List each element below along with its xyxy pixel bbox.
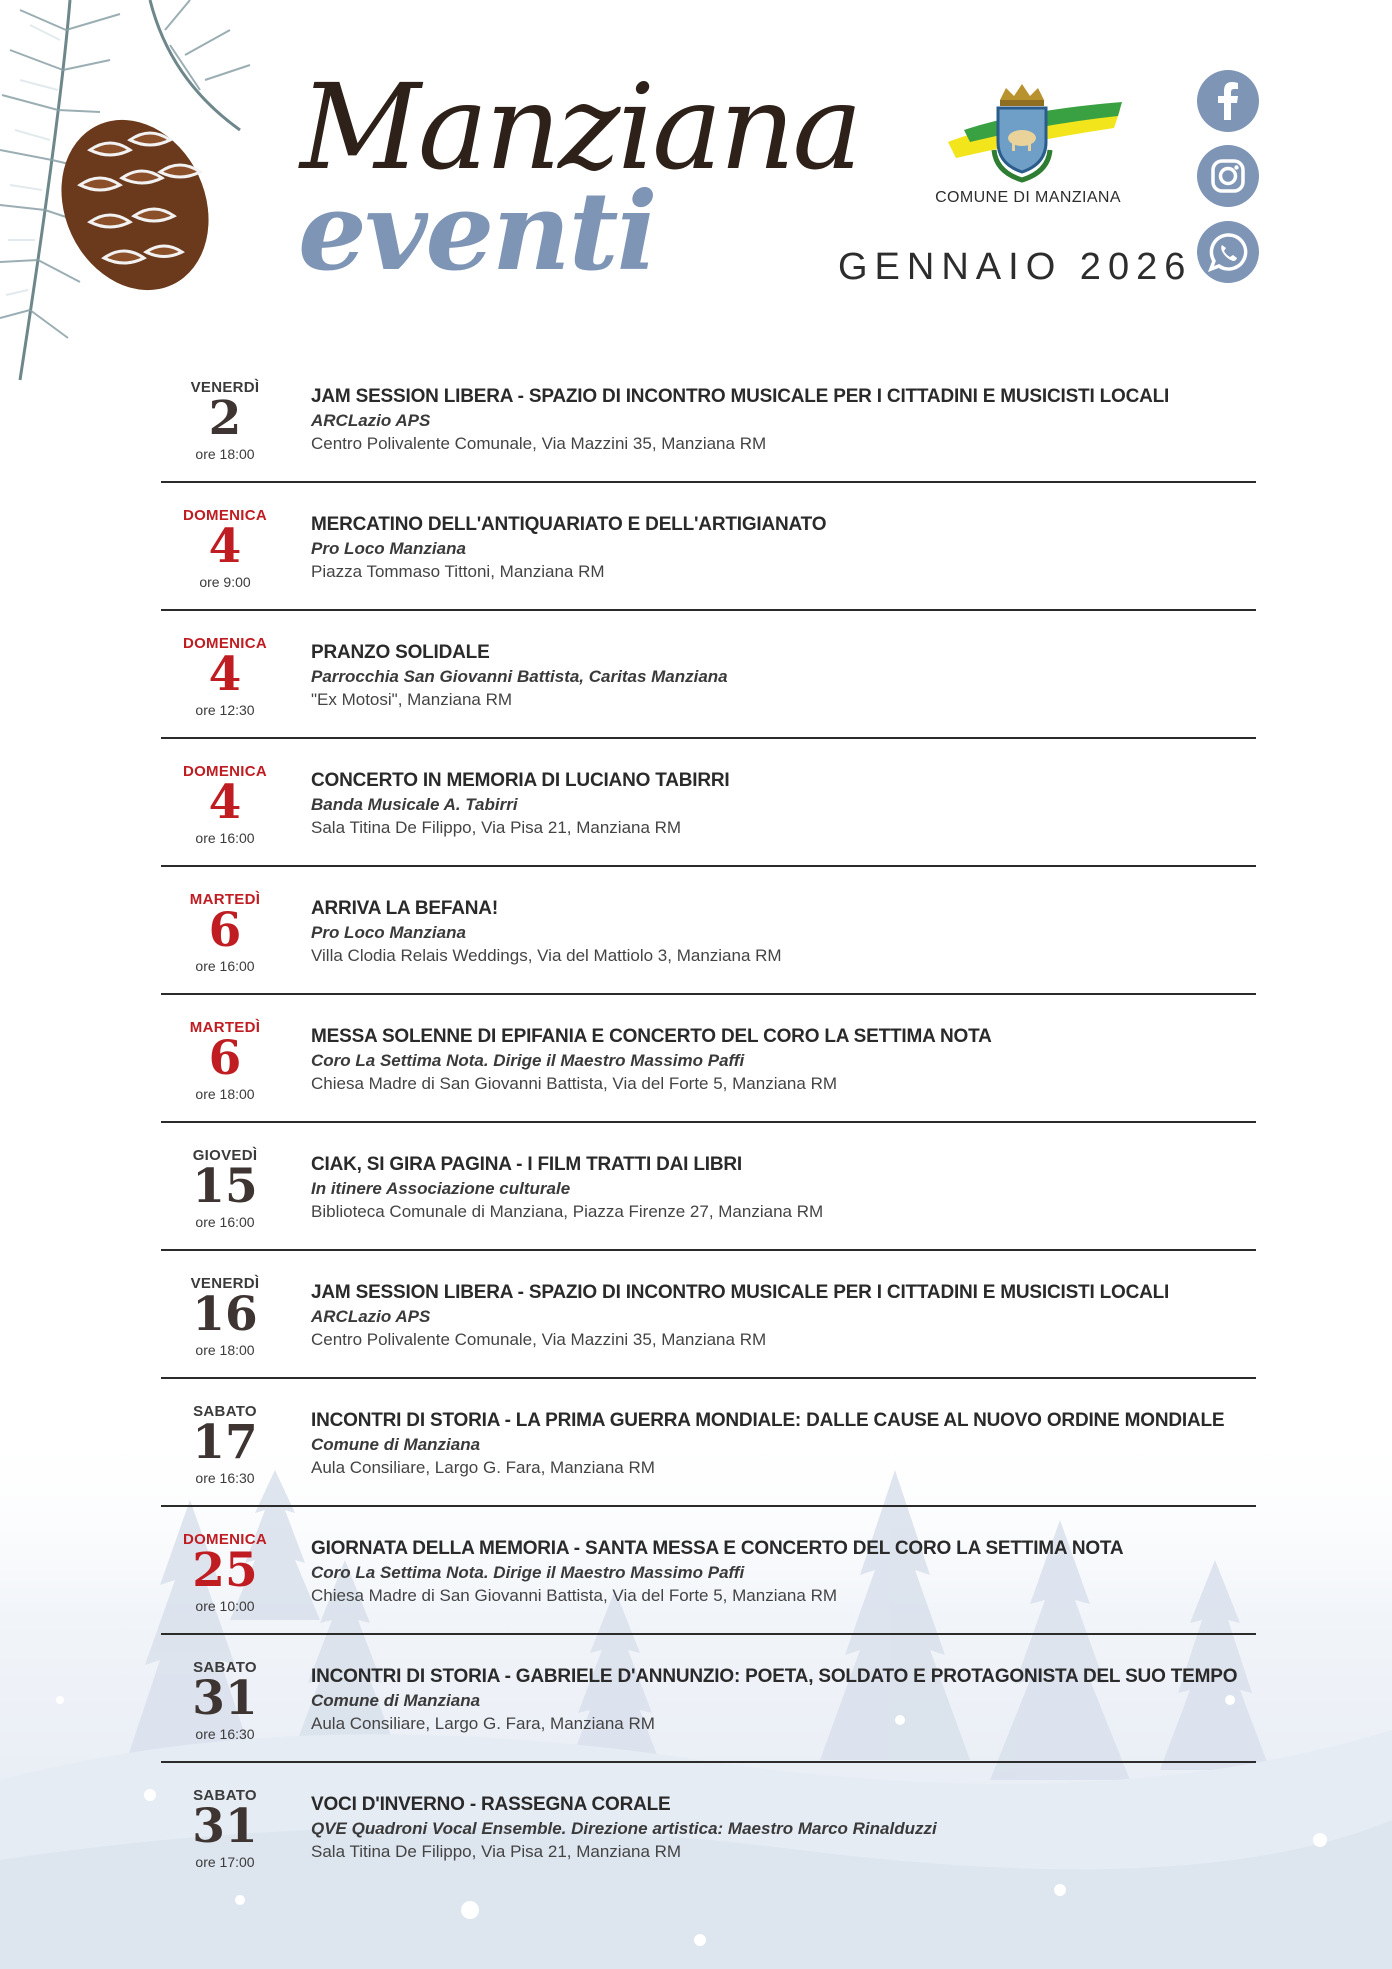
event-location: Chiesa Madre di San Giovanni Battista, Via del Forte 5, Manziana RM xyxy=(311,1074,838,1093)
event-organizer: ARCLazio APS xyxy=(311,411,431,430)
event-location: Sala Titina De Filippo, Via Pisa 21, Manziana RM xyxy=(311,1842,682,1861)
event-time: ore 18:00 xyxy=(195,1086,255,1102)
event-day-number: 4 xyxy=(208,775,242,830)
event-row xyxy=(161,995,1256,1123)
event-row xyxy=(161,1507,1256,1635)
event-info xyxy=(311,1281,1261,1351)
event-info xyxy=(311,1153,1261,1223)
pine-branch-decoration xyxy=(0,0,260,400)
event-organizer: Coro La Settima Nota. Dirige il Maestro Massimo Paffi xyxy=(311,1563,745,1582)
event-row xyxy=(161,1123,1256,1251)
event-organizer: ARCLazio APS xyxy=(311,1307,431,1326)
event-info xyxy=(311,1793,1261,1863)
event-date xyxy=(161,1531,289,1615)
event-weekday: SABATO xyxy=(193,1659,257,1676)
event-info xyxy=(311,1025,1261,1095)
event-organizer: Banda Musicale A. Tabirri xyxy=(311,795,518,814)
event-weekday: MARTEDÌ xyxy=(189,1019,261,1036)
event-row xyxy=(161,483,1256,611)
page-subtitle: eventi xyxy=(298,169,656,295)
event-date xyxy=(161,891,289,975)
event-day-number: 31 xyxy=(192,1671,258,1726)
event-info xyxy=(311,769,1261,839)
page-title: Manziana xyxy=(300,58,860,196)
event-organizer: Comune di Manziana xyxy=(311,1435,481,1454)
events-list xyxy=(161,355,1256,1891)
whatsapp-icon[interactable] xyxy=(1197,221,1259,283)
event-date xyxy=(161,1659,289,1743)
event-time: ore 10:00 xyxy=(195,1598,255,1614)
event-date xyxy=(161,379,289,463)
month-label: GENNAIO 2026 xyxy=(838,246,1193,288)
event-location: Centro Polivalente Comunale, Via Mazzini 35, Manziana RM xyxy=(311,1330,767,1349)
event-location: "Ex Motosi", Manziana RM xyxy=(311,690,513,709)
event-info xyxy=(311,1409,1261,1479)
event-info xyxy=(311,1537,1261,1607)
event-row xyxy=(161,1379,1256,1507)
event-time: ore 16:30 xyxy=(195,1726,255,1742)
event-organizer: QVE Quadroni Vocal Ensemble. Direzione artistica: Maestro Marco Rinalduzzi xyxy=(311,1819,937,1838)
event-day-number: 6 xyxy=(208,903,242,958)
event-weekday: SABATO xyxy=(193,1403,257,1420)
event-time: ore 16:00 xyxy=(195,830,255,846)
event-title: VOCI D'INVERNO - RASSEGNA CORALE xyxy=(311,1794,671,1815)
event-title: CIAK, SI GIRA PAGINA - I FILM TRATTI DAI LIBRI xyxy=(311,1154,742,1175)
event-time: ore 16:00 xyxy=(195,958,255,974)
event-weekday: DOMENICA xyxy=(182,1531,268,1548)
event-time: ore 17:00 xyxy=(195,1854,255,1870)
event-day-number: 16 xyxy=(192,1287,258,1342)
event-title: MERCATINO DELL'ANTIQUARIATO E DELL'ARTIGIANATO xyxy=(311,514,827,535)
event-weekday: VENERDÌ xyxy=(190,1275,260,1292)
event-title: INCONTRI DI STORIA - LA PRIMA GUERRA MONDIALE: DALLE CAUSE AL NUOVO ORDINE MONDIALE xyxy=(311,1410,1225,1431)
event-organizer: Pro Loco Manziana xyxy=(311,539,466,558)
event-title: JAM SESSION LIBERA - SPAZIO DI INCONTRO MUSICALE PER I CITTADINI E MUSICISTI LOCALI xyxy=(311,1282,1170,1303)
event-row xyxy=(161,611,1256,739)
event-weekday: GIOVEDÌ xyxy=(192,1147,258,1164)
event-day-number: 15 xyxy=(192,1159,258,1214)
event-title: CONCERTO IN MEMORIA DI LUCIANO TABIRRI xyxy=(311,770,730,791)
event-info xyxy=(311,513,1261,583)
event-info xyxy=(311,897,1261,967)
event-title: INCONTRI DI STORIA - GABRIELE D'ANNUNZIO: POETA, SOLDATO E PROTAGONISTA DEL SUO TEMPO xyxy=(311,1666,1238,1687)
event-organizer: Pro Loco Manziana xyxy=(311,923,466,942)
event-title: MESSA SOLENNE DI EPIFANIA E CONCERTO DEL CORO LA SETTIMA NOTA xyxy=(311,1026,992,1047)
event-row xyxy=(161,867,1256,995)
event-location: Chiesa Madre di San Giovanni Battista, Via del Forte 5, Manziana RM xyxy=(311,1586,838,1605)
event-organizer: Parrocchia San Giovanni Battista, Caritas Manziana xyxy=(311,667,728,686)
event-date xyxy=(161,1787,289,1871)
event-weekday: SABATO xyxy=(193,1787,257,1804)
event-title: PRANZO SOLIDALE xyxy=(311,642,490,663)
event-organizer: Comune di Manziana xyxy=(311,1691,481,1710)
event-day-number: 4 xyxy=(208,647,242,702)
event-date xyxy=(161,1275,289,1359)
event-time: ore 18:00 xyxy=(195,1342,255,1358)
event-location: Biblioteca Comunale di Manziana, Piazza Firenze 27, Manziana RM xyxy=(311,1202,824,1221)
event-info xyxy=(311,385,1261,455)
event-title: ARRIVA LA BEFANA! xyxy=(311,898,498,919)
event-time: ore 9:00 xyxy=(199,574,251,590)
event-day-number: 2 xyxy=(208,391,242,446)
event-location: Aula Consiliare, Largo G. Fara, Manziana RM xyxy=(311,1714,655,1733)
event-organizer: In itinere Associazione culturale xyxy=(311,1179,571,1198)
event-location: Centro Polivalente Comunale, Via Mazzini 35, Manziana RM xyxy=(311,434,767,453)
event-time: ore 12:30 xyxy=(195,702,255,718)
event-day-number: 17 xyxy=(192,1415,258,1470)
instagram-icon[interactable] xyxy=(1197,145,1259,207)
event-row xyxy=(161,1763,1256,1891)
event-location: Aula Consiliare, Largo G. Fara, Manziana RM xyxy=(311,1458,655,1477)
municipality-crest-logo xyxy=(944,80,1124,184)
event-location: Piazza Tommaso Tittoni, Manziana RM xyxy=(311,562,605,581)
event-date xyxy=(161,763,289,847)
event-organizer: Coro La Settima Nota. Dirige il Maestro Massimo Paffi xyxy=(311,1051,745,1070)
event-day-number: 25 xyxy=(192,1543,258,1598)
event-date xyxy=(161,507,289,591)
event-location: Sala Titina De Filippo, Via Pisa 21, Manziana RM xyxy=(311,818,682,837)
facebook-icon[interactable] xyxy=(1197,70,1259,132)
event-day-number: 31 xyxy=(192,1799,258,1854)
event-info xyxy=(311,641,1261,711)
logo-caption: COMUNE DI MANZIANA xyxy=(935,189,1121,206)
event-date xyxy=(161,635,289,719)
event-day-number: 4 xyxy=(208,519,242,574)
event-row xyxy=(161,739,1256,867)
event-row xyxy=(161,355,1256,483)
event-row xyxy=(161,1251,1256,1379)
event-title: JAM SESSION LIBERA - SPAZIO DI INCONTRO MUSICALE PER I CITTADINI E MUSICISTI LOCALI xyxy=(311,386,1170,407)
event-day-number: 6 xyxy=(208,1031,242,1086)
event-time: ore 18:00 xyxy=(195,446,255,462)
event-location: Villa Clodia Relais Weddings, Via del Mattiolo 3, Manziana RM xyxy=(311,946,782,965)
event-weekday: DOMENICA xyxy=(182,507,268,524)
event-time: ore 16:30 xyxy=(195,1470,255,1486)
event-weekday: VENERDÌ xyxy=(190,379,260,396)
event-title: GIORNATA DELLA MEMORIA - SANTA MESSA E CONCERTO DEL CORO LA SETTIMA NOTA xyxy=(311,1538,1124,1559)
event-date xyxy=(161,1403,289,1487)
event-info xyxy=(311,1665,1261,1735)
event-date xyxy=(161,1019,289,1103)
event-weekday: MARTEDÌ xyxy=(189,891,261,908)
event-weekday: DOMENICA xyxy=(182,763,268,780)
event-weekday: DOMENICA xyxy=(182,635,268,652)
event-time: ore 16:00 xyxy=(195,1214,255,1230)
event-row xyxy=(161,1635,1256,1763)
event-date xyxy=(161,1147,289,1231)
